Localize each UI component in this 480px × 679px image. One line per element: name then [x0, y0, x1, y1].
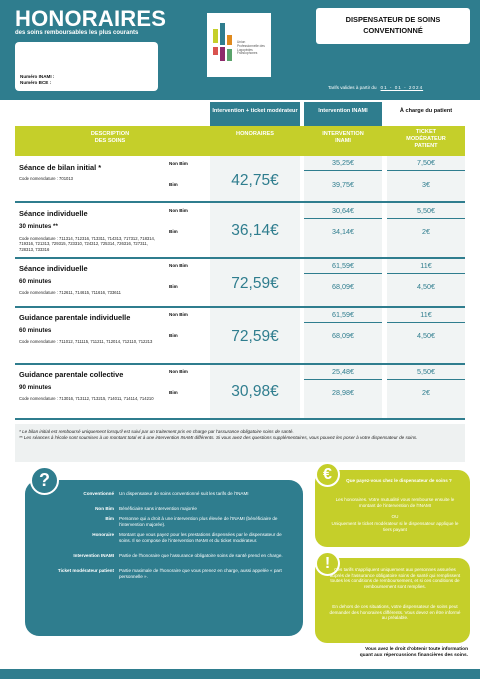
row1-title: Séance de bilan initial * [19, 163, 102, 172]
row2-bim-label: Bim [169, 229, 178, 234]
row2-inami-bim: 34,14€ [332, 227, 354, 236]
tarifs-valid-date [328, 85, 423, 90]
gloss-def-conventionne: Un dispensateur de soins conventionné suit les tarifs de l'INAMI [119, 491, 249, 496]
row5-ticket-bim: 2€ [422, 388, 430, 397]
provider-id-box [15, 42, 158, 91]
footnote-2: ** Les séances à l'école sont soumises à un montant total et à une intervention INAMI différents. Si vous avez des questions supplémentaires, vous pouvez les poser à votre dispensateur de soins. [19, 435, 418, 441]
gloss-def-ticket: Partie maximale de l'honoraire que vous prenez en charge, aussi appelée « part personnelle ». [119, 568, 282, 579]
col-header-ticket-line3: PATIENT [414, 143, 438, 149]
row1-honoraires: 42,75€ [231, 172, 279, 189]
row5-honoraires: 30,98€ [231, 383, 279, 400]
footer-line1: Vous avez le droit d'obtenir toute information [365, 647, 468, 652]
row4-inami-divider [304, 322, 382, 323]
row1-code: Code nomenclature : 701013 [19, 176, 74, 181]
row3-inami-divider [304, 273, 382, 274]
row3-separator [15, 306, 465, 308]
gloss-term-bim: Bim [105, 516, 114, 521]
row1-inami-divider [304, 170, 382, 171]
row1-inami-nonbim: 35,25€ [332, 158, 354, 167]
row5-separator [15, 418, 465, 420]
logo-text: Union Professionnelle des Logopèdes Francophones [237, 40, 265, 56]
row3-title: Séance individuelle [19, 264, 88, 273]
col-header-inami-line2: INAMI [335, 138, 351, 144]
dispensateur-line2: CONVENTIONNÉ [363, 26, 423, 35]
row5-ticket-divider [387, 379, 465, 380]
row3-inami-bim: 68,09€ [332, 282, 354, 291]
warning-info-p2: En dehors de ces situations, votre dispensateur de soins peut demander des honoraires différents. Vous devez en être informé au préalable. [329, 604, 461, 621]
row2-honoraires: 36,14€ [231, 222, 279, 239]
row1-ticket-divider [387, 170, 465, 171]
exclamation-icon: ! [315, 551, 340, 576]
question-mark-icon: ? [30, 466, 59, 495]
row2-title: Séance individuelle [19, 209, 88, 218]
top-header-charge-patient: À charge du patient [399, 108, 453, 114]
footnotes [15, 424, 465, 462]
row4-inami-nonbim: 61,59€ [332, 310, 354, 319]
row1-bim-label: Bim [169, 182, 178, 187]
payment-info-p1: Les honoraires. Votre mutualité vous rembourse ensuite le montant de l'intervention de l'INAMI [335, 497, 455, 508]
row2-inami-nonbim: 30,64€ [332, 206, 354, 215]
col-header-description-line2: DES SOINS [94, 138, 126, 144]
row5-title: Guidance parentale collective [19, 370, 124, 379]
row4-ticket-nonbim: 11€ [420, 310, 432, 319]
row3-inami-nonbim: 61,59€ [332, 261, 354, 270]
row3-duration: 60 minutes [19, 278, 52, 285]
row2-ticket-divider [387, 218, 465, 219]
row2-nonbim-label: Non Bim [169, 208, 188, 213]
row1-ticket-nonbim: 7,50€ [417, 158, 435, 167]
col-header-ticket [387, 129, 465, 150]
payment-info-or: OU [391, 514, 399, 519]
col-header-ticket-line1: TICKET [415, 129, 437, 135]
row1-inami-bim: 39,75€ [332, 180, 354, 189]
payment-info-p2: Uniquement le ticket modérateur si le dispensateur applique le tiers payant [331, 521, 459, 532]
top-header-intervention-inami: Intervention INAMI [304, 102, 382, 126]
row4-title: Guidance parentale individuelle [19, 313, 131, 322]
row4-ticket-divider [387, 322, 465, 323]
row3-ticket-nonbim: 11€ [420, 261, 432, 270]
col-header-description-line1: DESCRIPTION [90, 131, 130, 137]
top-header-intervention-ticket: Intervention + ticket modérateur [210, 102, 300, 126]
footer-note [318, 647, 468, 659]
row4-separator [15, 363, 465, 365]
row5-nonbim-label: Non Bim [169, 369, 188, 374]
row1-nonbim-label: Non Bim [169, 161, 188, 166]
col-header-description [15, 131, 205, 145]
col-header-ticket-line2: MODÉRATEUR [406, 136, 446, 142]
gloss-term-honoraire: Honoraire [92, 532, 114, 537]
payment-info-title: Que payez-vous chez le dispensateur de soins ? [346, 478, 452, 483]
euro-icon: € [315, 462, 340, 487]
gloss-def-nonbim: Bénéficiaire sans intervention majorée [119, 506, 197, 511]
row1-ticket-bim: 3€ [422, 180, 430, 189]
gloss-term-intervention-inami: Intervention INAMI [73, 553, 114, 558]
bce-label: Numéro BCE : [20, 80, 52, 85]
gloss-def-intervention-inami: Partie de l'honoraire que l'assurance obligatoire soins de santé prend en charge. [119, 553, 283, 558]
footnote-1: * Le bilan initial est remboursé uniquement lorsqu'il est suivi par un traitement pris en charge par l'assurance obligatoire soins de santé. [19, 429, 294, 434]
row4-code: Code nomenclature : 711012, 711115, 711211, 712014, 712110, 712213 [19, 339, 153, 344]
bottom-band [0, 669, 480, 679]
tarifs-date: 01 - 01 - 2024 [380, 85, 424, 90]
col-header-honoraires: HONORAIRES [236, 131, 274, 137]
row3-ticket-bim: 4,50€ [417, 282, 435, 291]
gloss-def-honoraire: Montant que vous payez pour les prestations dispensées par le dispensateur de soins. Il se compose de l'intervention INAMI et du ticket modérateur. [119, 532, 282, 543]
gloss-def-bim: Personne qui a droit à une intervention plus élevée de l'INAMI (bénéficiaire de l'intervention majorée). [119, 516, 278, 527]
col-header-intervention-inami [304, 131, 382, 145]
dispensateur-line1: DISPENSATEUR DE SOINS [345, 15, 441, 24]
tarifs-label: Tarifs valides à partir du [328, 85, 377, 90]
row3-nonbim-label: Non Bim [169, 263, 188, 268]
warning-info-p1: Ces tarifs s'appliquent uniquement aux personnes assurées auprès de l'assurance obligatoire soins de santé qui remplissent toutes les conditions de remboursement, et si ces conditions de remboursement sont remplies. [329, 567, 461, 589]
row5-duration: 90 minutes [19, 384, 52, 391]
row4-honoraires: 72,59€ [231, 328, 279, 345]
row5-bim-label: Bim [169, 390, 178, 395]
page-subtitle: des soins remboursables les plus courants [15, 30, 139, 36]
row4-duration: 60 minutes [19, 327, 52, 334]
row4-ticket-bim: 4,50€ [417, 331, 435, 340]
row4-nonbim-label: Non Bim [169, 312, 188, 317]
row4-bim-label: Bim [169, 333, 178, 338]
row2-ticket-nonbim: 5,50€ [417, 206, 435, 215]
row2-code: Code nomenclature : 711314, 712316, 713311, 714313, 717312, 718314, 719316, 721313, 729315, 723310, 724312, 725314, 726316, 727311, 728313, 733316 [19, 236, 156, 252]
row2-ticket-bim: 2€ [422, 227, 430, 236]
row4-inami-bim: 68,09€ [332, 331, 354, 340]
row5-code: Code nomenclature : 713016, 713112, 713215, 714011, 714114, 714210 [19, 396, 154, 401]
uplf-logo [207, 13, 271, 77]
col-header-inami-line1: INTERVENTION [322, 131, 364, 137]
gloss-term-conventionne: Conventionné [83, 491, 114, 496]
row2-duration: 30 minutes ** [19, 223, 58, 230]
gloss-term-nonbim: Non Bim [95, 506, 114, 511]
dispensateur-box [316, 8, 470, 44]
inami-label: Numéro INAMI : [20, 74, 55, 79]
row5-inami-bim: 28,98€ [332, 388, 354, 397]
row3-ticket-divider [387, 273, 465, 274]
row5-inami-divider [304, 379, 382, 380]
row3-code: Code nomenclature : 712611, 714615, 711616, 733611 [19, 290, 121, 295]
gloss-term-ticket: Ticket modérateur patient [57, 568, 114, 573]
footer-line2: quant aux répercussions financières des soins. [359, 653, 468, 659]
page-title: HONORAIRES [15, 6, 167, 31]
row3-bim-label: Bim [169, 284, 178, 289]
row5-ticket-nonbim: 5,50€ [417, 367, 435, 376]
row2-separator [15, 257, 465, 259]
row1-separator [15, 201, 465, 203]
row3-honoraires: 72,59€ [231, 275, 279, 292]
row2-inami-divider [304, 218, 382, 219]
row5-inami-nonbim: 25,48€ [332, 367, 354, 376]
